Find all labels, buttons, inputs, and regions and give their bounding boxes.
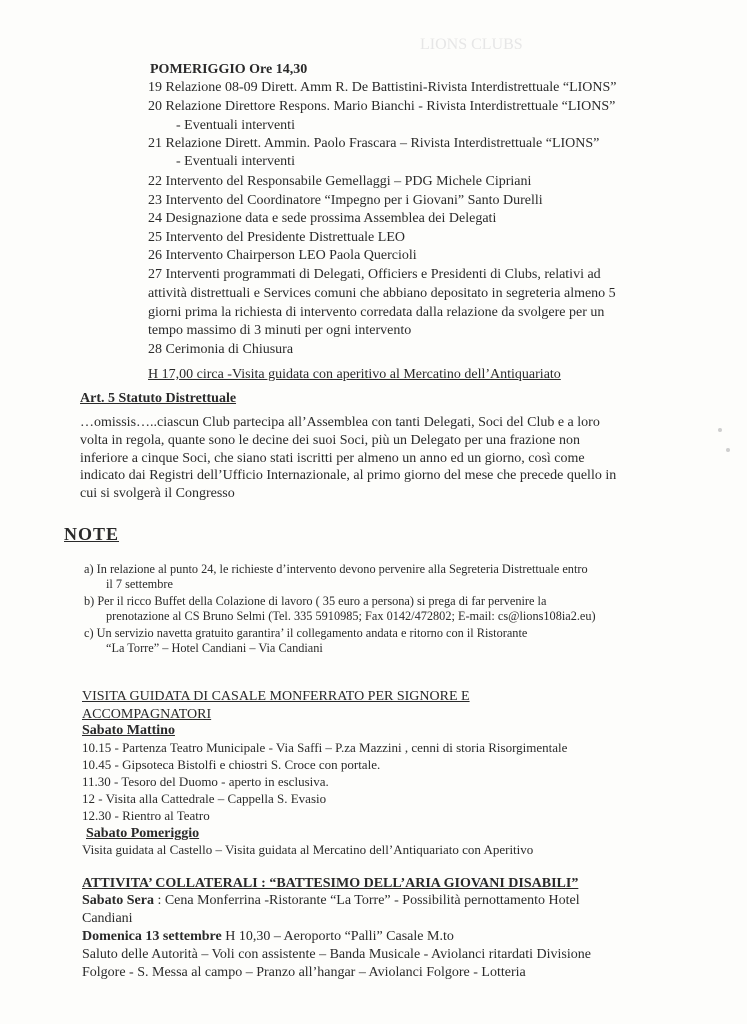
visita-title: VISITA GUIDATA DI CASALE MONFERRATO PER SIGNORE E (82, 689, 470, 704)
statuto-line: indicato dai Registri dell’Ufficio Internazionale, al primo giorno del mese che precede quello in (80, 468, 617, 483)
note-item-cont: “La Torre” – Hotel Candiani – Via Candiani (106, 641, 323, 655)
note-item: a) In relazione al punto 24, le richieste d’intervento devono pervenire alla Segreteria Distrettuale entro (84, 562, 588, 576)
domenica-text: H 10,30 – Aeroporto “Palli” Casale M.to (221, 929, 454, 944)
attivita-title: ATTIVITA’ COLLATERALI : “BATTESIMO DELL’ARIA GIOVANI DISABILI” (82, 876, 579, 891)
agenda-item-cont: attività distrettuali e Services comuni che abbiano depositato in segreteria almeno 5 (148, 286, 616, 301)
domenica-label: Domenica 13 settembre (82, 929, 222, 944)
visita-title-cont: ACCOMPAGNATORI (82, 707, 212, 722)
agenda-item-cont: giorni prima la richiesta di intervento corredata dalla relazione da svolgere per un (148, 305, 605, 320)
agenda-item: 28 Cerimonia di Chiusura (148, 342, 294, 357)
domenica-line (82, 928, 454, 946)
agenda-item: 19 Relazione 08-09 Dirett. Amm R. De Battistini-Rivista Interdistrettuale “LIONS” (148, 80, 617, 95)
agenda-item: 21 Relazione Dirett. Ammin. Paolo Frascara – Rivista Interdistrettuale “LIONS” (148, 136, 600, 151)
mattino-item: 11.30 - Tesoro del Duomo - aperto in esclusiva. (82, 774, 329, 789)
sabato-sera-label: Sabato Sera (82, 893, 154, 908)
statuto-title: Art. 5 Statuto Distrettuale (80, 391, 237, 406)
pomeriggio-text: Visita guidata al Castello – Visita guidata al Mercatino dell’Antiquariato con Aperitivo (82, 842, 534, 857)
agenda-item: 20 Relazione Direttore Respons. Mario Bianchi - Rivista Interdistrettuale “LIONS” (148, 99, 616, 114)
note-title: NOTE (64, 524, 120, 544)
sabato-sera-cont: Candiani (82, 911, 133, 926)
statuto-line: volta in regola, quante sono le decine dei suoi Soci, più un Delegato per una frazione non (80, 433, 580, 448)
mattino-item: 10.45 - Gipsoteca Bistolfi e chiostri S. Croce con portale. (82, 757, 381, 772)
agenda-subitem: - Eventuali interventi (176, 154, 295, 169)
mattino-item: 12 - Visita alla Cattedrale – Cappella S. Evasio (82, 791, 327, 806)
section-title-pomeriggio: POMERIGGIO Ore 14,30 (150, 62, 308, 77)
note-item: b) Per il ricco Buffet della Colazione di lavoro ( 35 euro a persona) si prega di far pervenire la (84, 594, 547, 608)
agenda-item: 27 Interventi programmati di Delegati, Officiers e Presidenti di Clubs, relativi ad (148, 267, 601, 282)
mattino-item: 10.15 - Partenza Teatro Municipale - Via Saffi – P.za Mazzini , cenni di storia Risorgimentale (82, 740, 568, 755)
agenda-item: 26 Intervento Chairperson LEO Paola Quercioli (148, 248, 417, 263)
sabato-pomeriggio-label: Sabato Pomeriggio (86, 826, 200, 841)
agenda-item: 25 Intervento del Presidente Distrettuale LEO (148, 230, 405, 245)
agenda-item: 22 Intervento del Responsabile Gemellaggi – PDG Michele Cipriani (148, 174, 532, 189)
note-item: c) Un servizio navetta gratuito garantira’ il collegamento andata e ritorno con il Ristorante (84, 626, 528, 640)
scan-mark (726, 448, 730, 452)
agenda-item: 24 Designazione data e sede prossima Assemblea dei Delegati (148, 211, 497, 226)
domenica-detail: Saluto delle Autorità – Voli con assistente – Banda Musicale - Aviolanci ritardati Divisione (82, 947, 591, 962)
domenica-detail: Folgore - S. Messa al campo – Pranzo all’hangar – Aviolanci Folgore - Lotteria (82, 965, 526, 980)
statuto-line: …omissis…..ciascun Club partecipa all’Assemblea con tanti Delegati, Soci del Club e a loro (80, 415, 600, 430)
mattino-item: 12.30 - Rientro al Teatro (82, 808, 210, 823)
agenda-item-cont: tempo massimo di 3 minuti per ogni intervento (148, 323, 412, 338)
sabato-mattino-label: Sabato Mattino (82, 723, 175, 738)
note-item-cont: prenotazione al CS Bruno Selmi (Tel. 335 5910985; Fax 0142/472802; E-mail: cs@lions108ia2.eu) (106, 609, 596, 623)
note-item-cont: il 7 settembre (106, 577, 173, 591)
agenda-item: 23 Intervento del Coordinatore “Impegno per i Giovani” Santo Durelli (148, 193, 543, 208)
sabato-sera-line (82, 892, 580, 910)
scan-mark (718, 428, 722, 432)
sabato-sera-text: : Cena Monferrina -Ristorante “La Torre” - Possibilità pernottamento Hotel (153, 893, 580, 908)
statuto-line: cui si svolgerà il Congresso (80, 486, 235, 501)
bleed-through-header: LIONS CLUBS (420, 36, 523, 53)
statuto-line: inferiore a cinque Soci, che siano stati iscritti per almeno un anno ed un giorno, così come (80, 451, 585, 466)
visita-aperitivo: H 17,00 circa -Visita guidata con aperitivo al Mercatino dell’Antiquariato (148, 367, 561, 382)
agenda-subitem: - Eventuali interventi (176, 118, 295, 133)
